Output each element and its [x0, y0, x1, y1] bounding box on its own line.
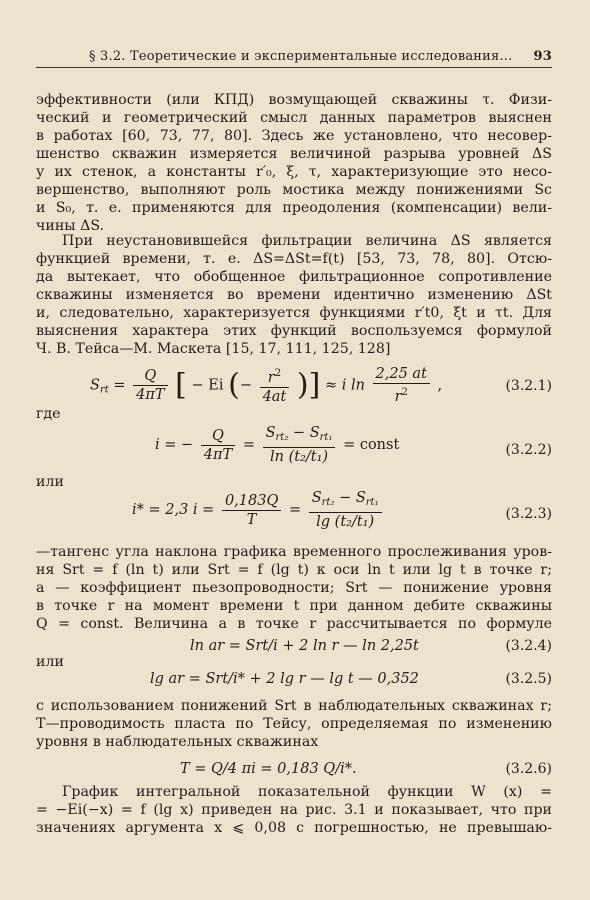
eq-superscript: 2 [274, 368, 282, 379]
eq-sign: = [288, 502, 302, 518]
bracket: ] [308, 367, 321, 403]
eq-symbol: S [265, 425, 276, 441]
equation-3-2-5: lg ar = Srt/i* + 2 lg r — lg t — 0,352 [150, 671, 419, 687]
fraction [263, 424, 336, 466]
fraction-denominator: 4πT [203, 446, 233, 463]
text-line: функцией времени, т. е. ΔS=ΔSt=f(t) [53, 73, 78, 80]. Отсю- [36, 251, 552, 267]
text-line: уровня в наблюдательных скважинах [36, 734, 319, 750]
equation-3-2-4: ln ar = Srt/i + 2 ln r — ln 2,25t [190, 638, 419, 654]
fraction-denominator: lg (t₂/t₁) [316, 514, 375, 530]
text-line: и, следовательно, характеризуется функциями r′t0, ξt и τt. Для [36, 305, 552, 321]
eq-approx: ≈ i ln [324, 377, 365, 394]
equation-number: (3.2.3) [505, 506, 552, 522]
text-line: у их стенок, а константы r′₀, ξ, τ, характеризующие это несо- [36, 164, 552, 180]
text-line: чины ΔS. [36, 218, 105, 234]
equation-number: (3.2.1) [505, 378, 552, 394]
text-line: значениях аргумента x ⩽ 0,08 с погрешностью, не превышаю- [36, 820, 552, 836]
eq-symbol: S [311, 490, 322, 506]
text-line: в точке r на момент времени t при данном дебите скважины [36, 598, 552, 614]
eq-rhs: = const [343, 437, 400, 453]
fraction [201, 427, 235, 464]
equation-3-2-1: $S_{rt}$ = $\frac{Q}{4\pi T}$ [ − Ei (− $\frac{r^2}{4at}$ )] ≈ i ln $\frac{2,25 at}{r^2}$ , [90, 366, 443, 405]
eq-subscript: rt₂ [321, 497, 335, 508]
equation-number: (3.2.6) [505, 761, 552, 777]
eq-subscript: rt₂ [275, 432, 289, 443]
eq-subscript: rt₁ [365, 497, 379, 508]
fraction-denominator: 4πT [136, 387, 165, 403]
fraction [222, 492, 281, 529]
eq-symbol: − S [288, 425, 320, 441]
text-line: a — коэффициент пьезопроводности; Srt — понижение уровня [36, 580, 552, 596]
fraction-denominator: r [394, 389, 402, 405]
equation-3-2-2 [155, 424, 399, 464]
bracket: ( [228, 367, 240, 403]
eq-punct: , [437, 377, 443, 394]
running-header [36, 47, 552, 68]
text-line: ческий и геометрический смысл данных параметров выяснен [36, 110, 552, 126]
fraction [373, 365, 430, 406]
text-line: вершенство, выполняют роль мостика между понижениями Sc [36, 182, 552, 198]
fraction-numerator: 0,183Q [222, 492, 281, 511]
text-line: График интегральной показательной функции W (x) = [62, 784, 552, 800]
text-line: и S₀, т. е. применяются для преодоления (компенсации) вели- [36, 200, 552, 216]
text-line: выяснения характера этих функций воспользуемся формулой [36, 323, 552, 339]
eq-sign: = [242, 437, 255, 453]
header-title: § 3.2. Теоретические и экспериментальные исследования... [89, 49, 513, 64]
text-line: да вытекает, что обобщенное фильтрационное сопротивление [36, 269, 552, 285]
eq-function: − Ei [191, 377, 224, 394]
eq-symbol: − S [334, 490, 366, 506]
equation-number: (3.2.5) [505, 671, 552, 687]
text-line: Q = const. Величина a в точке r рассчитывается по формуле [36, 616, 552, 632]
fraction [133, 367, 167, 404]
text-line: Ч. В. Тейса—М. Маскета [15, 17, 111, 125, 128] [36, 341, 391, 357]
bracket: [ [175, 367, 187, 403]
text-line: ня Srt = f (ln t) или Srt = f (lg t) к оси ln t или lg t в точке r; [36, 562, 552, 578]
eq-subscript: rt [99, 384, 109, 396]
text-line: в работах [60, 73, 77, 80]. Здесь же установлено, что несовер- [36, 128, 552, 144]
equation-3-2-6: T = Q/4 πi = 0,183 Q/i*. [180, 761, 357, 777]
eq-symbol: S [90, 377, 100, 394]
fraction-numerator: Q [201, 427, 235, 446]
text-line: T—проводимость пласта по Тейсу, определяемая по изменению [36, 716, 552, 732]
word-ili: или [36, 654, 64, 670]
text-line: скважины изменяется во времени идентично изменению ΔSt [36, 287, 552, 303]
text-line: = −Ei(−x) = f (lg x) приведен на рис. 3.1 и показывает, что при [36, 802, 552, 818]
eq-subscript: rt₁ [319, 432, 333, 443]
bracket: ) [296, 367, 309, 403]
word-gde: где [36, 406, 61, 422]
eq-superscript: 2 [401, 387, 408, 398]
text-line: с использованием понижений Srt в наблюдательных скважинах r; [36, 698, 552, 714]
eq-lhs: i* = 2,3 i = [132, 502, 215, 518]
eq-sign: = [113, 377, 126, 394]
equation-number: (3.2.2) [505, 442, 552, 458]
word-ili: или [36, 474, 64, 490]
fraction-numerator: 2,25 at [373, 365, 430, 384]
equation-number: (3.2.4) [505, 638, 552, 654]
text-line: шенство скважин измеряется величиной разрыва уровней ΔS [36, 146, 552, 162]
eq-sign: − [181, 437, 194, 453]
eq-lhs: i = [155, 437, 177, 453]
fraction-denominator: ln (t₂/t₁) [269, 449, 329, 465]
fraction-denominator: 4at [262, 389, 287, 405]
fraction-numerator: Q [133, 367, 167, 386]
fraction-numerator: r [267, 370, 275, 386]
fraction-denominator: T [246, 511, 257, 528]
fraction [309, 489, 382, 531]
text-line: —тангенс угла наклона графика временного прослеживания уров- [36, 544, 552, 560]
page-number: 93 [533, 49, 552, 64]
equation-3-2-3 [132, 489, 385, 529]
fraction [260, 365, 290, 406]
text-line: При неустановившейся фильтрации величина ΔS является [62, 233, 552, 249]
text-line: эффективности (или КПД) возмущающей скважины τ. Физи- [36, 92, 552, 108]
